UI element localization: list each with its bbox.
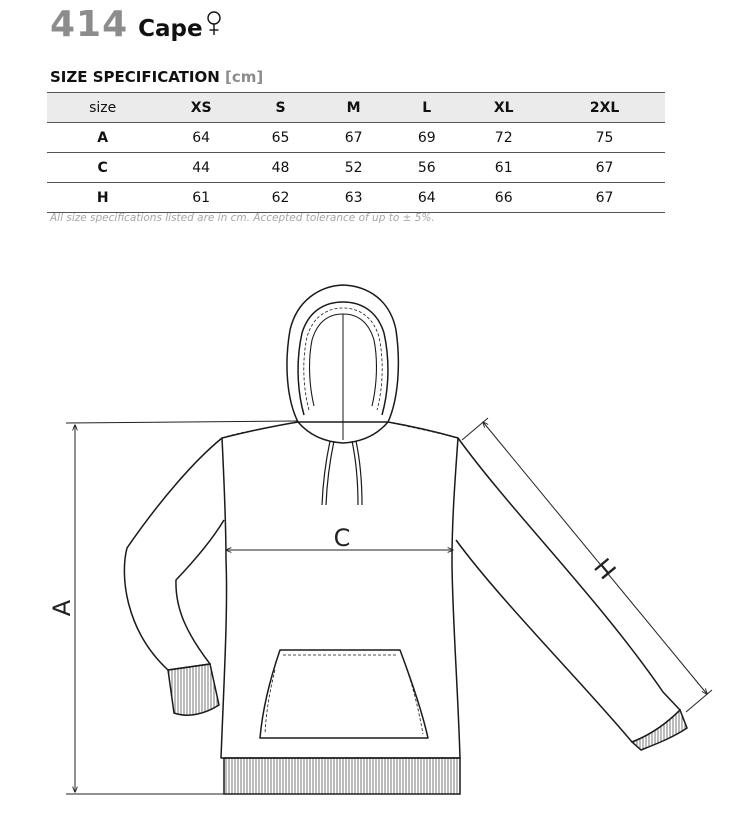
dimension-label-h: H — [589, 552, 623, 585]
table-cell: 64 — [158, 123, 244, 153]
row-label-h: H — [47, 183, 158, 213]
hoodie-right-sleeve — [456, 438, 680, 742]
table-cell: 67 — [544, 183, 665, 213]
hoodie-left-sleeve — [124, 438, 224, 670]
table-cell: 48 — [244, 153, 317, 183]
table-cell: 64 — [390, 183, 463, 213]
column-header-l: L — [390, 93, 463, 123]
row-label-a: A — [47, 123, 158, 153]
table-cell: 61 — [158, 183, 244, 213]
table-cell: 62 — [244, 183, 317, 213]
kangaroo-pocket — [260, 650, 428, 738]
table-cell: 65 — [244, 123, 317, 153]
left-cuff — [168, 664, 219, 715]
table-cell: 75 — [544, 123, 665, 153]
table-cell: 44 — [158, 153, 244, 183]
hoodie-body — [221, 422, 460, 758]
row-label-c: C — [47, 153, 158, 183]
right-cuff — [632, 710, 687, 750]
table-cell: 66 — [463, 183, 544, 213]
table-cell: 56 — [390, 153, 463, 183]
product-name: Cape — [138, 16, 203, 42]
table-cell: 67 — [544, 153, 665, 183]
table-cell: 63 — [317, 183, 390, 213]
table-cell: 67 — [317, 123, 390, 153]
table-cell: 72 — [463, 123, 544, 153]
table-cell: 69 — [390, 123, 463, 153]
product-code: 414 — [50, 4, 129, 45]
column-header-2xl: 2XL — [544, 93, 665, 123]
size-spec-title-text: SIZE SPECIFICATION — [50, 68, 220, 86]
column-header-s: S — [244, 93, 317, 123]
column-header-xl: XL — [463, 93, 544, 123]
drawstring-right — [352, 441, 358, 505]
size-spec-unit: [cm] — [225, 68, 264, 86]
dimension-label-a: A — [48, 599, 76, 617]
dimension-label-c: C — [333, 524, 351, 552]
column-header-xs: XS — [158, 93, 244, 123]
tolerance-note: All size specifications listed are in cm. Accepted tolerance of up to ± 5%. — [50, 212, 435, 224]
table-cell: 52 — [317, 153, 390, 183]
dimension-h — [462, 418, 712, 712]
ribbed-hem — [224, 758, 460, 794]
table-cell: 61 — [463, 153, 544, 183]
column-header-m: M — [317, 93, 390, 123]
column-header-size: size — [47, 93, 158, 123]
